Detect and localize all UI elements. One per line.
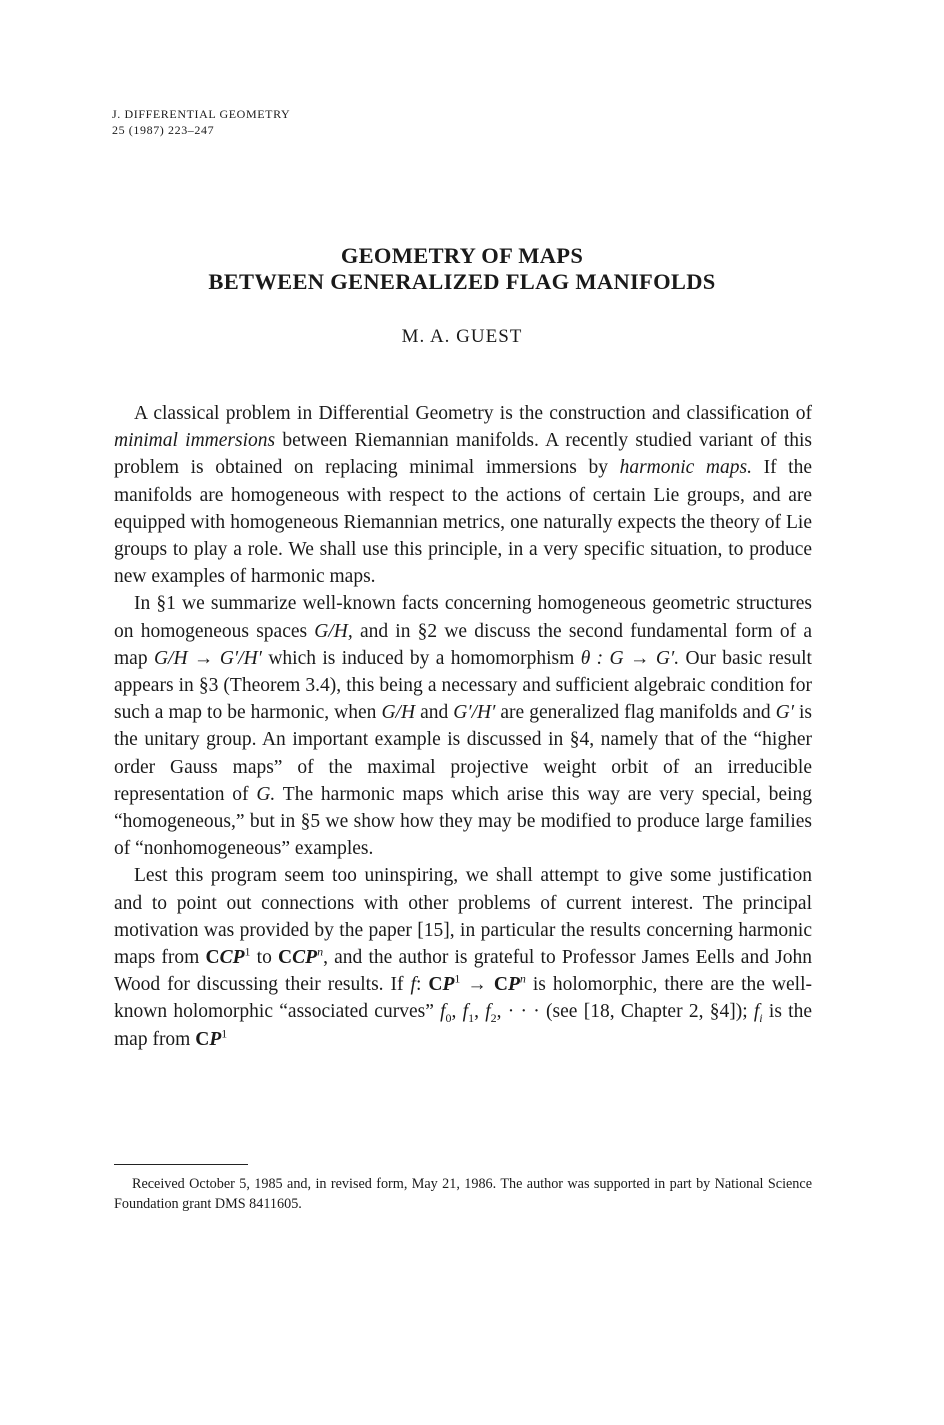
text-run: A classical problem in Differential Geometry is the construction and classification of <box>134 403 812 424</box>
math-inline: CP <box>195 1028 222 1050</box>
paper-title <box>0 243 924 295</box>
paragraph-3: Lest this program seem too uninspiring, we shall attempt to give some justification and to point out connections with other problems of current interest. The principal motivation was provided by the paper [15], in particular the results concerning harmonic maps from CCP$^1$ to CCP$^n$, and the author is grateful to Professor James Eells and John Wood for discussing their results. If f: $CP^1 \to CP^n$ is holomorphic, there are the well-known holomorphic “associated curves” $f_0$, $f_1$, $f_2$, · · · (see [18, Chapter 2, §4]); $f_i$ is the map from $CP^1$ <box>114 865 812 1050</box>
math-glyph: CP <box>292 947 318 969</box>
text-run: Lest this program seem too uninspiring, we shall attempt to give some justification and to point out connections with other problems of current interest. The principal motivation was provided by the paper [15], in particular the results concerning harmonic maps from <box>114 865 812 969</box>
text-run: and in §2 we discuss the second fundamental form of a map <box>114 620 813 669</box>
footnote-divider <box>114 1164 248 1165</box>
emphasis-minimal-immersions: minimal immersions <box>114 430 276 452</box>
subscript: 0 <box>445 1011 452 1026</box>
text-run: , · · · <box>496 1001 540 1023</box>
math-inline: f <box>462 1001 469 1023</box>
text-run: is the unitary group. An important example is discussed in §4, namely that of the “higher order Gauss maps” of the maximal projective weight orbit of an irreducible representation of <box>114 702 813 805</box>
journal-name: J. DIFFERENTIAL GEOMETRY <box>112 107 291 121</box>
math-inline: G/H → G′/H′ <box>153 647 262 669</box>
math-inline: CCP <box>205 947 245 969</box>
superscript: 1 <box>244 944 251 959</box>
paragraph-1 <box>114 400 812 590</box>
math-inline: G. <box>256 783 276 805</box>
math-inline: CCP <box>278 947 318 969</box>
subscript: 2 <box>490 1011 497 1026</box>
body-text <box>114 400 812 1053</box>
math-inline: f <box>485 1001 491 1023</box>
title-line-1: GEOMETRY OF MAPS <box>340 243 584 268</box>
text-run: : <box>415 974 429 996</box>
math-inline: f <box>410 974 416 996</box>
math-glyph: CP <box>219 947 245 969</box>
footnote: Received October 5, 1985 and, in revised form, May 21, 1986. The author was supported in part by National Science Foundation grant DMS 8411605. <box>114 1176 812 1212</box>
math-inline: f <box>753 1001 760 1023</box>
text-run: are generalized flag manifolds and <box>495 702 776 724</box>
text-run: → <box>460 974 494 996</box>
text-run: In §1 we summarize well-known facts concerning homogeneous geometric structures on homogeneous spaces <box>114 593 812 642</box>
text-run: (see [18, Chapter 2, §4]); <box>539 1001 754 1023</box>
math-inline: G/H, <box>314 620 353 642</box>
text-run: If the manifolds are homogeneous with respect to the actions of certain Lie groups, and are equipped with homogeneous Riemannian metrics, one naturally expects the theory of Lie groups to play a role. We shall use this principle, in a very specific situation, to produce new examples of harmonic maps. <box>114 457 813 588</box>
text-run: between Riemannian manifolds. A recently studied variant of this problem is obtained on replacing minimal immersions by <box>114 430 812 479</box>
math-inline: CP <box>493 974 520 996</box>
math-inline: θ : G → G′. <box>580 647 680 669</box>
text-run: which is induced by a homomorphism <box>261 647 581 669</box>
math-inline: G/H <box>381 702 416 724</box>
subscript: 1 <box>468 1011 475 1026</box>
text-run: is the map from <box>114 1001 812 1050</box>
text-run: to <box>250 947 279 969</box>
text-run: , and the author is grateful to Professor James Eells and John Wood for discussing their results. If <box>114 947 812 996</box>
text-run: is holomorphic, there are the well-known holomorphic “associated curves” <box>114 974 812 1023</box>
author-name: M. A. GUEST <box>401 326 523 347</box>
emphasis-harmonic-maps: harmonic maps. <box>619 457 752 479</box>
journal-header <box>112 106 290 138</box>
journal-citation: 25 (1987) 223–247 <box>112 123 215 137</box>
text-run: Our basic result appears in §3 (Theorem 3.4), this being a necessary and sufficient algebraic condition for such a map to be harmonic, when <box>114 647 812 724</box>
math-inline: CP <box>428 974 455 996</box>
math-inline: G′/H′ <box>453 702 496 724</box>
superscript: n <box>317 944 324 959</box>
paragraph-2 <box>114 590 812 862</box>
text-run: The harmonic maps which arise this way are very special, being “homogeneous,” but in §5 we show how they may be modified to produce large families of “nonhomogeneous” examples. <box>114 783 812 860</box>
math-inline: f <box>440 1001 446 1023</box>
math-inline: G′ <box>775 702 794 724</box>
title-line-2: BETWEEN GENERALIZED FLAG MANIFOLDS <box>208 269 716 294</box>
text-run: and <box>415 702 454 724</box>
subscript: i <box>759 1011 763 1026</box>
